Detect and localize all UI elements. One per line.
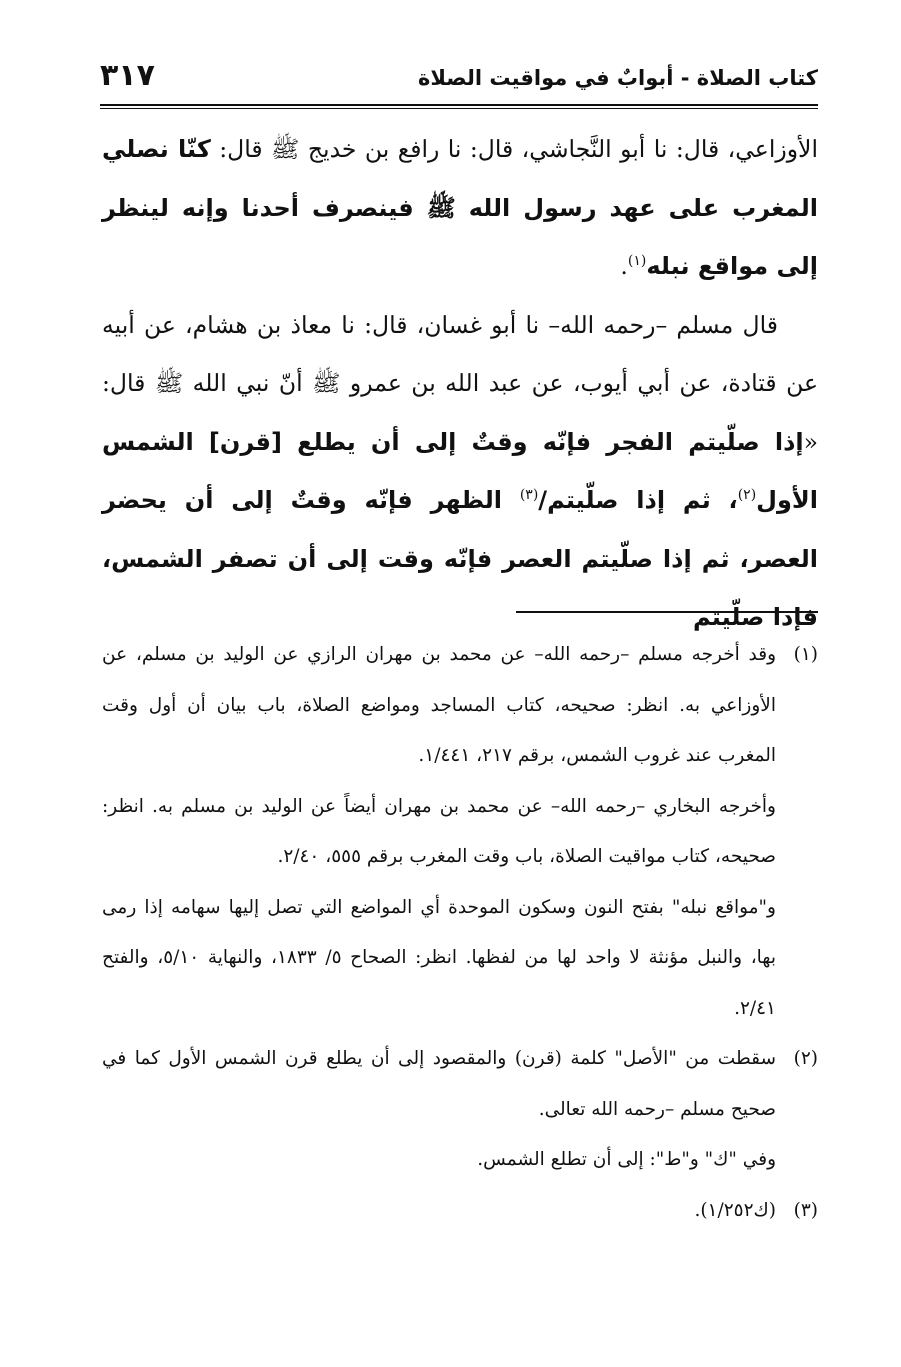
footnote-3 [102, 1186, 818, 1237]
footnote-line: سقطت من "الأصل" كلمة (قرن) والمقصود إلى أن يطلع قرن الشمس الأول كما في صحيح مسلم –رحمه الله تعالى. [102, 1048, 776, 1120]
footnote-1 [102, 630, 818, 1034]
narration-1: الأوزاعي، قال: نا أبو النَّجاشي، قال: نا رافع بن خديج ﷺ قال: [210, 135, 818, 163]
footnote-line: وأخرجه البخاري –رحمه الله– عن محمد بن مهران أيضاً عن الوليد بن مسلم به. انظر: صحيحه، كتاب مواقيت الصلاة، باب وقت المغرب برقم ٥٥٥، ٢/٤٠. [102, 795, 776, 867]
footnotes [102, 630, 818, 1236]
paragraph-2 [102, 296, 818, 647]
paragraph-1 [102, 120, 818, 296]
main-text [102, 120, 818, 647]
paragraph-1-end: . [620, 252, 628, 280]
footnote-ref-1[interactable]: (١) [627, 253, 647, 270]
footnote-line: (ك١/٢٥٢). [694, 1199, 776, 1221]
footnote-line: وفي "ك" و"ط": إلى أن تطلع الشمس. [477, 1149, 776, 1170]
footnote-2 [102, 1034, 818, 1186]
footnote-ref-3[interactable]: (٣) [519, 487, 539, 504]
hadith-text-1: كنّا نصلي المغرب على عهد رسول الله ﷺ فينصرف أحدنا وإنه لينظر إلى مواقع نبله [102, 135, 818, 280]
header-rule [100, 104, 818, 109]
footnote-number: (٢) [793, 1048, 818, 1069]
page-header [100, 58, 818, 102]
footnote-ref-2[interactable]: (٢) [737, 487, 757, 504]
page-number: ٣١٧ [100, 58, 155, 93]
footnote-line: وقد أخرجه مسلم –رحمه الله– عن محمد بن مهران الرازي عن الوليد بن مسلم، عن الأوزاعي به. انظر: صحيحه، كتاب المساجد ومواضع الصلاة، باب بيان أن أول وقت المغرب عند غروب الشمس، برقم ٢١٧، ١/٤٤١. [102, 644, 776, 766]
footnote-number: (٣) [793, 1199, 818, 1221]
footnote-number: (١) [793, 644, 818, 665]
footnote-line: و"مواقع نبله" بفتح النون وسكون الموحدة أي المواضع التي تصل إليها سهامه إذا رمى بها، والنبل مؤنثة لا واحد لها من لفظها. انظر: الصحاح ٥/ ١٨٣٣، والنهاية ٥/١٠، والفتح ٢/٤١. [102, 896, 776, 1019]
hadith-text-2c: الظهر فإنّه وقتٌ إلى أن يحضر العصر، ثم إذا صلّيتم العصر فإنّه وقت إلى أن تصفر الشمس، فإذا صلّيتم [102, 486, 818, 631]
footnote-separator [516, 611, 818, 613]
hadith-text-2b: ، ثم إذا صلّيتم/ [538, 486, 738, 514]
running-title: كتاب الصلاة - أبوابٌ في مواقيت الصلاة [417, 66, 818, 90]
narration-2: قال مسلم –رحمه الله– نا أبو غسان، قال: نا معاذ بن هشام، عن أبيه عن قتادة، عن أبي أيوب، عن عبد الله بن عمرو ﷺ أنّ نبي الله ﷺ قال: « [102, 310, 818, 456]
hadith-text-2a: إذا صلّيتم الفجر فإنّه وقتٌ إلى أن يطلع [قرن] الشمس الأول [102, 427, 818, 514]
